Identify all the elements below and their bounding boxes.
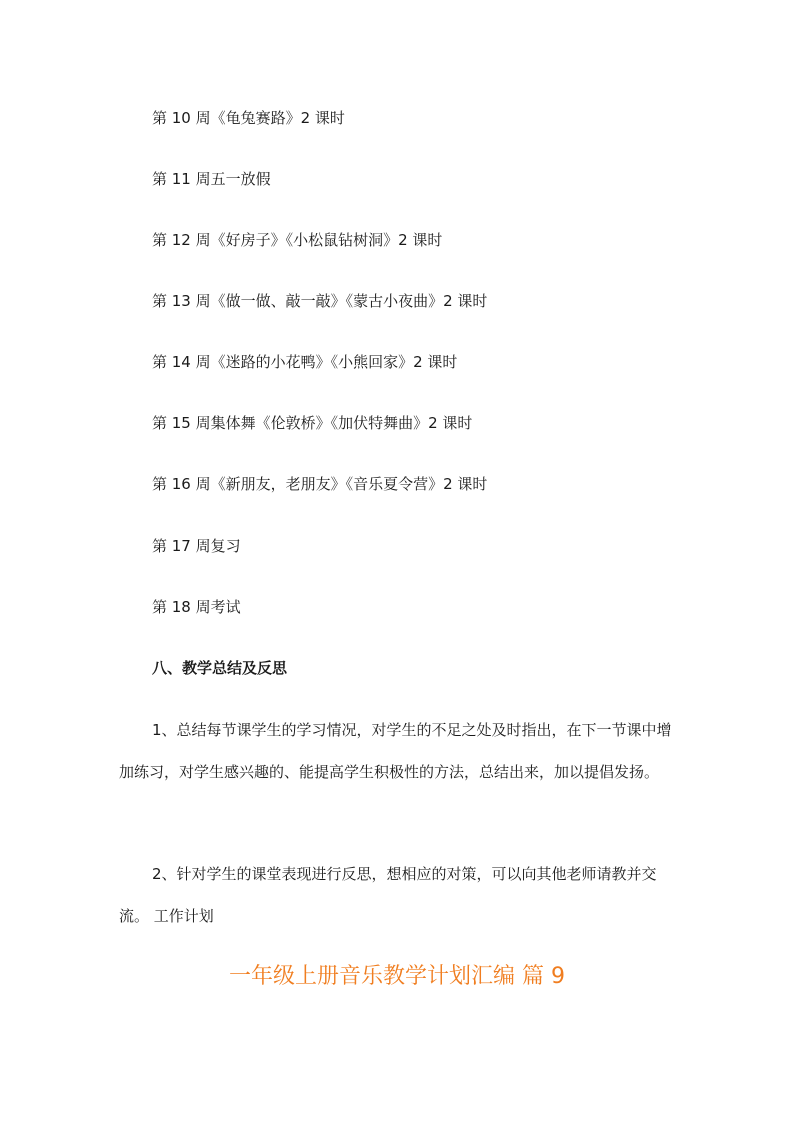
schedule-week-11: 第 11 周五一放假	[152, 170, 271, 188]
section-heading: 八、教学总结及反思	[152, 659, 288, 677]
schedule-week-14: 第 14 周《迷路的小花鸭》《小熊回家》2 课时	[152, 353, 458, 371]
schedule-week-18: 第 18 周考试	[152, 598, 241, 616]
schedule-week-17: 第 17 周复习	[152, 537, 241, 555]
next-section-title: 一年级上册音乐教学计划汇编 篇 9	[229, 964, 565, 989]
schedule-week-10: 第 10 周《龟兔赛路》2 课时	[152, 109, 345, 127]
reflection-paragraph-2: 2、针对学生的课堂表现进行反思，想相应的对策，可以向其他老师请教并交流。 工作计划	[119, 865, 657, 925]
schedule-week-16: 第 16 周《新朋友，老朋友》《音乐夏令营》2 课时	[152, 475, 488, 493]
reflection-paragraph-1: 1、总结每节课学生的学习情况，对学生的不足之处及时指出，在下一节课中增加练习，对学生感兴趣的、能提高学生积极性的方法，总结出来，加以提倡发扬。	[119, 721, 672, 781]
schedule-week-12: 第 12 周《好房子》《小松鼠钻树洞》2 课时	[152, 231, 443, 249]
schedule-week-15: 第 15 周集体舞《伦敦桥》《加伏特舞曲》2 课时	[152, 414, 473, 432]
schedule-week-13: 第 13 周《做一做、敲一敲》《蒙古小夜曲》2 课时	[152, 292, 488, 310]
